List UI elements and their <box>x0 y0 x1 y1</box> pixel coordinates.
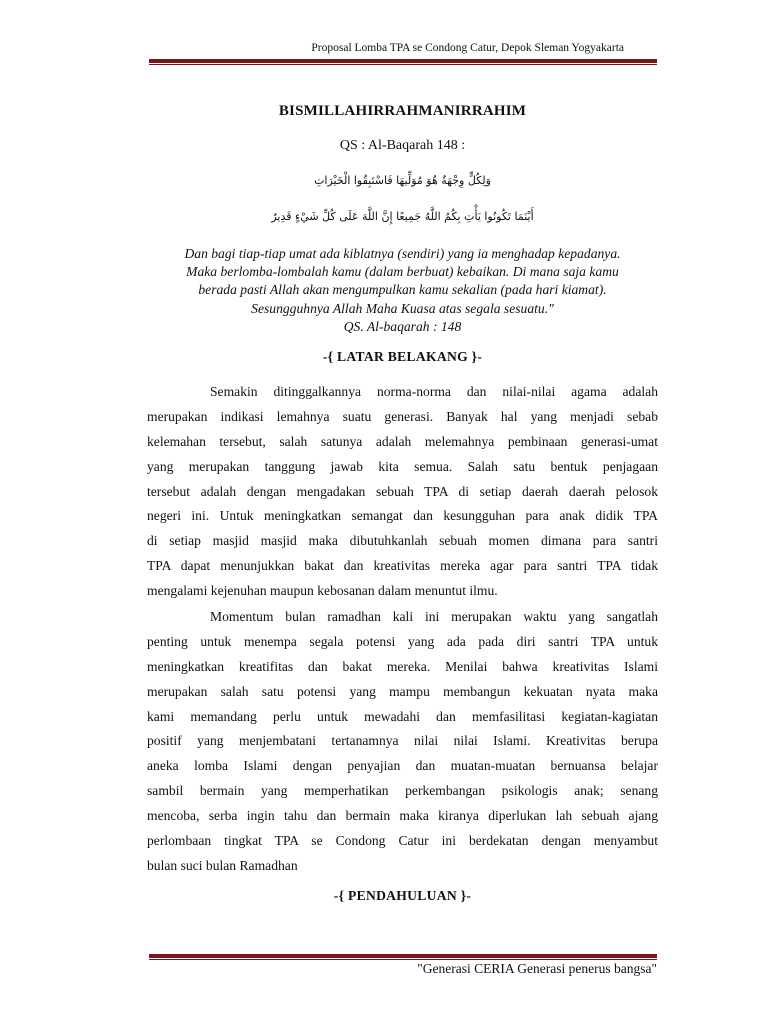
paragraph-line: Semakin ditinggalkannya norma-norma dan nilai-nilai agama adalah <box>210 384 658 399</box>
paragraph-line: Momentum bulan ramadhan kali ini merupakan waktu yang sangatlah <box>210 609 658 624</box>
latar-belakang-heading: -{ LATAR BELAKANG }- <box>322 349 483 364</box>
latar-belakang-paragraph-1 <box>147 380 658 604</box>
running-header: Proposal Lomba TPA se Condong Catur, Depok Sleman Yogyakarta <box>311 42 624 54</box>
paragraph-line: di setiap masjid masjid maka dibutuhkanlah sebuah momen dimana para santri <box>147 533 658 549</box>
header-rule-thick <box>149 59 657 63</box>
paragraph-line: mengalami kejenuhan maupun kebosanan dalam menuntut ilmu. <box>147 583 498 599</box>
paragraph-line: TPA dapat menunjukkan bakat dan kreativitas mereka agar para santri TPA tidak <box>147 558 658 574</box>
header-rule <box>149 59 657 65</box>
bismillah-title: BISMILLAHIRRAHMANIRRAHIM <box>278 103 527 119</box>
paragraph-line: kami memandang perlu untuk mewadahi dan memfasilitasi kegiatan-kagiatan <box>147 708 658 724</box>
latar-belakang-paragraph-2 <box>147 605 658 879</box>
paragraph-line: merupakan salah satu potensi yang mampu membangun kekuatan nyata maka <box>147 683 658 699</box>
paragraph-line: penting untuk menempa segala potensi yang ada pada diri santri TPA untuk <box>147 633 658 649</box>
paragraph-line: mencoba, serba ingin tahu dan bermain maka kiranya diperlukan lah sebuah ajang <box>147 808 658 824</box>
verse-translation <box>150 245 655 336</box>
pendahuluan-heading: -{ PENDAHULUAN }- <box>333 888 472 903</box>
translation-line: Dan bagi tiap-tiap umat ada kiblatnya (sendiri) yang ia menghadap kepadanya. <box>184 246 621 261</box>
paragraph-line: sambil bermain yang memperhatikan perkembangan psikologis anak; senang <box>147 783 658 799</box>
paragraph-line: tersebut adalah dengan mengadakan sebuah TPA di setiap daerah daerah pelosok <box>147 483 658 499</box>
footer-rule <box>149 954 657 960</box>
paragraph-line: meningkatkan kreatifitas dan bakat mereka. Menilai bahwa kreativitas Islami <box>147 658 658 674</box>
arabic-verse-line-1: وَلِكُلٍّ وِجْهَةٌ هُوَ مُوَلِّيهَا فَاسْتَبِقُوا الْخَيْرَاتِ <box>314 174 491 187</box>
paragraph-line: yang merupakan tanggung jawab kita semua. Salah satu bentuk penjagaan <box>147 458 658 474</box>
paragraph-line: positif yang menjembatani tertanamnya nilai nilai Islami. Kreativitas berupa <box>147 733 658 749</box>
translation-line: Maka berlomba-lombalah kamu (dalam berbuat) kebaikan. Di mana saja kamu <box>186 264 619 280</box>
translation-line: Sesungguhnya Allah Maha Kuasa atas segala sesuatu." <box>251 300 554 316</box>
footer-rule-thick <box>149 954 657 958</box>
paragraph-line: kelemahan tersebut, salah satunya adalah melemahnya pembinaan generasi-umat <box>147 433 658 449</box>
paragraph-line: perlombaan tingkat TPA se Condong Catur ini berdekatan dengan menyambut <box>147 833 658 849</box>
header-rule-thin <box>149 64 657 65</box>
qs-reference: QS : Al-Baqarah 148 : <box>339 138 466 153</box>
paragraph-line: merupakan indikasi lemahnya suatu generasi. Banyak hal yang menjadi sebab <box>147 408 658 424</box>
paragraph-line: bulan suci bulan Ramadhan <box>147 857 298 873</box>
footer-motto: "Generasi CERIA Generasi penerus bangsa" <box>417 961 657 976</box>
footer-rule-thin <box>149 959 657 960</box>
translation-line: berada pasti Allah akan mengumpulkan kamu sekalian (pada hari kiamat). <box>198 282 607 298</box>
translation-source: QS. Al-baqarah : 148 <box>343 318 462 334</box>
paragraph-line: negeri ini. Untuk meningkatkan semangat dan kesungguhan para anak didik TPA <box>147 508 658 524</box>
arabic-verse-line-2: أَيْنَمَا تَكُونُوا يَأْتِ بِكُمُ اللَّهُ جَمِيعًا إِنَّ اللَّهَ عَلَى كُلِّ شَيْءٍ قَدِيرٌ <box>271 210 534 223</box>
paragraph-line: aneka lomba Islami dengan penyajian dan muatan-muatan bernuansa belajar <box>147 758 658 774</box>
